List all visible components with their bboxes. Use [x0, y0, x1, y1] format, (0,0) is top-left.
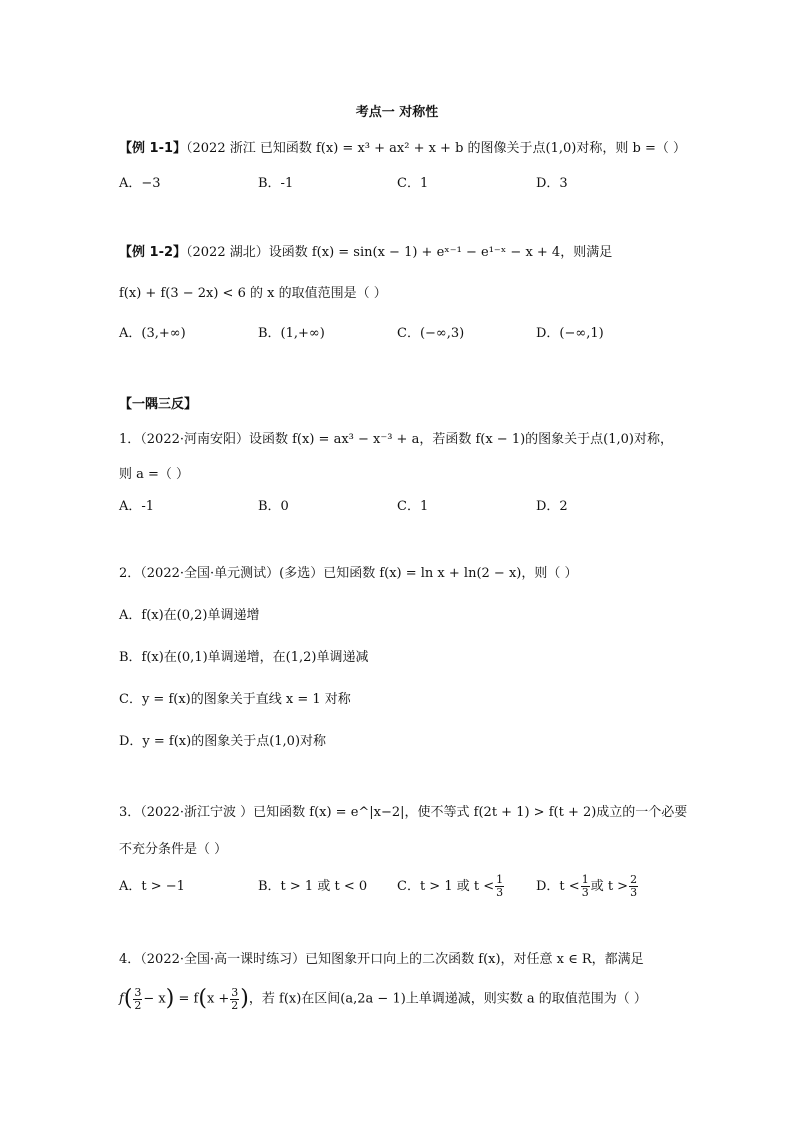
example-1-1-option-b: B．-1: [258, 176, 294, 191]
paren-left: (: [198, 986, 207, 1011]
question-4-equation: [119, 982, 647, 1017]
example-1-2-option-c: C．(−∞,3): [397, 326, 465, 341]
fraction-numerator: 3: [134, 985, 142, 999]
section-heading: 【一隅三反】: [119, 397, 198, 412]
question-4-stem: 4．（2022·全国·高一课时练习）已知图象开口向上的二次函数 f(x)，对任意 x ∈ R，都满足: [119, 952, 644, 967]
x-plus: x +: [206, 991, 230, 1007]
fraction-denominator: 3: [496, 886, 504, 899]
example-1-1-tag: 【例 1-1】: [119, 141, 187, 156]
example-1-1-option-d: D．3: [536, 176, 568, 191]
equals-f: = f: [178, 991, 199, 1007]
question-1-option-b: B．0: [258, 499, 289, 514]
example-1-2-option-d: D．(−∞,1): [536, 326, 604, 341]
question-2-option-d: D．y = f(x)的图象关于点(1,0)对称: [119, 734, 327, 749]
question-3-option-d: [536, 872, 639, 902]
fraction-denominator: 2: [231, 998, 239, 1012]
question-1-option-a: A．-1: [119, 499, 155, 514]
paren-right: ): [240, 986, 249, 1011]
question-3-stem: 3．（2022·浙江宁波 ）已知函数 f(x) = e^|x−2|，使不等式 f(2t + 1) > f(t + 2)成立的一个必要: [119, 805, 688, 820]
example-1-1-text: （2022 浙江 已知函数 f(x) = x³ + ax² + x + b 的图像关于点(1,0)对称，则 b =（ ）: [186, 141, 686, 156]
question-3-option-a: A．t > −1: [119, 879, 185, 894]
fraction-one-third: [581, 874, 590, 899]
example-1-2-text: （2022 湖北）设函数 f(x) = sin(x − 1) + eˣ⁻¹ − e¹⁻ˣ − x + 4，则满足: [186, 245, 613, 260]
question-3-option-b: B．t > 1 或 t < 0: [258, 879, 368, 894]
fraction-one-third: [495, 874, 504, 899]
example-1-1-stem: [119, 139, 686, 159]
fraction-numerator: 1: [496, 873, 504, 886]
question-2-stem: 2．（2022·全国·单元测试）(多选）已知函数 f(x) = ln x + ln(2 − x)，则（ ）: [119, 566, 578, 581]
fraction-numerator: 3: [231, 985, 239, 999]
example-1-2-stem-2: f(x) + f(3 − 2x) < 6 的 x 的取值范围是（ ）: [119, 286, 387, 301]
func-f: f: [119, 991, 124, 1007]
fraction-denominator: 3: [581, 886, 589, 899]
question-2-option-a: A．f(x)在(0,2)单调递增: [119, 608, 260, 623]
question-1-stem: 1．（2022·河南安阳）设函数 f(x) = ax³ − x⁻³ + a，若函数 f(x − 1)的图象关于点(1,0)对称，: [119, 432, 673, 447]
question-4-tail: ，若 f(x)在区间(a,2a − 1)上单调递减，则实数 a 的取值范围为（ ）: [248, 991, 647, 1007]
fraction-numerator: 1: [581, 873, 589, 886]
paren-right: ): [165, 986, 175, 1011]
paren-left: (: [123, 986, 133, 1011]
fraction-three-halves: [230, 987, 239, 1012]
fraction-denominator: 2: [134, 998, 142, 1012]
question-2-option-c: C．y = f(x)的图象关于直线 x = 1 对称: [119, 692, 351, 707]
minus-x: − x: [143, 991, 166, 1007]
fraction-two-thirds: [629, 874, 638, 899]
question-3-option-c-text: C．t > 1 或 t <: [397, 879, 495, 894]
fraction-numerator: 2: [630, 873, 638, 886]
question-2-option-b: B．f(x)在(0,1)单调递增，在(1,2)单调递减: [119, 650, 369, 665]
example-1-2-stem: [119, 243, 612, 263]
question-3-option-d-text: D．t <: [536, 879, 580, 894]
question-3-stem-2: 不充分条件是（ ）: [119, 842, 228, 857]
example-1-1-option-c: C．1: [397, 176, 429, 191]
example-1-1-option-a: A．−3: [119, 176, 161, 191]
question-3-option-c: [397, 872, 505, 902]
question-3-option-d-mid: 或 t >: [590, 879, 629, 894]
question-1-option-d: D．2: [536, 499, 568, 514]
question-1-option-c: C．1: [397, 499, 429, 514]
example-1-2-option-a: A．(3,+∞): [119, 326, 186, 341]
page-title: 考点一 对称性: [355, 105, 439, 120]
example-1-2-tag: 【例 1-2】: [119, 245, 187, 260]
fraction-denominator: 3: [630, 886, 638, 899]
fraction-three-halves: [133, 987, 142, 1012]
question-1-stem-2: 则 a =（ ）: [119, 467, 190, 482]
example-1-2-option-b: B．(1,+∞): [258, 326, 325, 341]
